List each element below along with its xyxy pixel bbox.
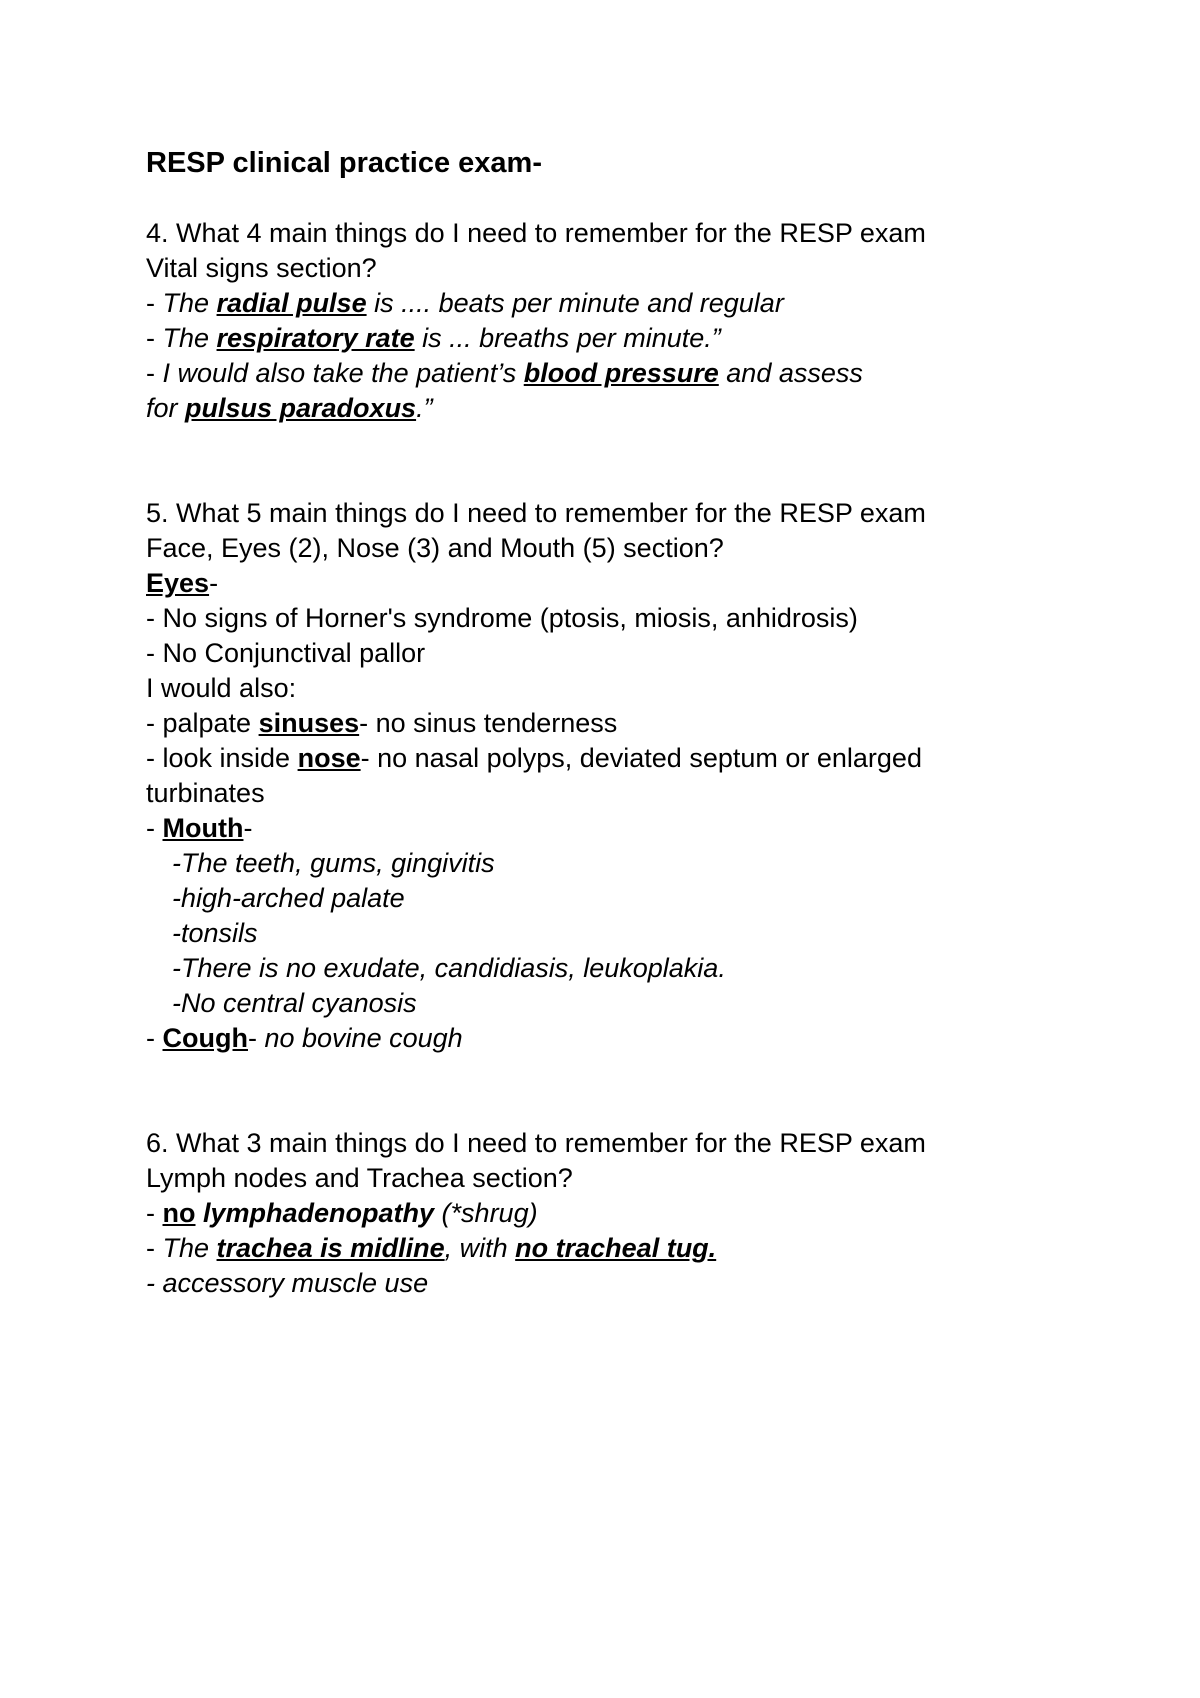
term-lymphadenopathy: lymphadenopathy <box>203 1198 435 1228</box>
text-segment: .” <box>416 393 433 423</box>
radial-pulse-line <box>146 286 1146 321</box>
mouth-list-item: -tonsils <box>172 918 258 948</box>
spacer <box>146 1056 1146 1126</box>
text-segment: is .... beats per minute and regular <box>366 288 784 318</box>
list-item: - No signs of Horner's syndrome (ptosis, miosis, anhidrosis) <box>146 603 858 633</box>
lymphadenopathy-line <box>146 1196 1146 1231</box>
dash: - <box>243 813 253 843</box>
mouth-heading: Mouth <box>162 813 244 843</box>
mouth-list-item: -No central cyanosis <box>172 988 417 1018</box>
text-segment: - look inside <box>146 743 298 773</box>
nose-line <box>146 741 1146 776</box>
eyes-heading-line <box>146 566 1146 601</box>
question-6 <box>146 1126 1146 1301</box>
dash: - <box>209 568 219 598</box>
text-segment <box>196 1198 204 1228</box>
mouth-heading-line <box>146 811 1146 846</box>
text-segment: The <box>162 1233 217 1263</box>
text-segment: The <box>162 288 217 318</box>
text-segment: for <box>146 393 186 423</box>
dash: - <box>146 358 163 388</box>
text-segment: , with <box>444 1233 516 1263</box>
question-5 <box>146 496 1146 1056</box>
accessory-muscle-line: - accessory muscle use <box>146 1268 429 1298</box>
blood-pressure-line <box>146 356 1146 391</box>
question-4-text-line-2: Vital signs section? <box>146 253 377 283</box>
nose-line-continued: turbinates <box>146 778 265 808</box>
question-4 <box>146 216 1146 426</box>
text-segment: The <box>162 323 217 353</box>
term-no: no <box>162 1198 196 1228</box>
spacer <box>146 426 1146 496</box>
text-segment: no bovine cough <box>264 1023 463 1053</box>
dash: - <box>146 813 163 843</box>
term-radial-pulse: radial pulse <box>216 288 367 318</box>
term-blood-pressure: blood pressure <box>523 358 719 388</box>
list-item: - No Conjunctival pallor <box>146 638 426 668</box>
text-segment: - no nasal polyps, deviated septum or enlarged <box>360 743 922 773</box>
dash: - <box>146 288 163 318</box>
text-segment: is ... breaths per minute.” <box>414 323 721 353</box>
text-segment: (*shrug) <box>434 1198 538 1228</box>
question-5-text-line-1: 5. What 5 main things do I need to remember for the RESP exam <box>146 498 926 528</box>
text-segment: - palpate <box>146 708 259 738</box>
term-pulsus-paradoxus: pulsus paradoxus <box>185 393 417 423</box>
mouth-list-item: -There is no exudate, candidiasis, leukoplakia. <box>172 953 726 983</box>
document-content <box>146 146 1146 1301</box>
mouth-list-item: -The teeth, gums, gingivitis <box>172 848 495 878</box>
sinuses-line <box>146 706 1146 741</box>
question-6-text-line-2: Lymph nodes and Trachea section? <box>146 1163 573 1193</box>
page-title: RESP clinical practice exam- <box>146 147 543 179</box>
text-segment: - no sinus tenderness <box>359 708 618 738</box>
dash: - <box>146 1198 163 1228</box>
question-6-text-line-1: 6. What 3 main things do I need to remember for the RESP exam <box>146 1128 926 1158</box>
dash: - <box>146 323 163 353</box>
trachea-line <box>146 1231 1146 1266</box>
dash: - <box>247 1023 265 1053</box>
also-label: I would also: <box>146 673 297 703</box>
question-5-text-line-2: Face, Eyes (2), Nose (3) and Mouth (5) section? <box>146 533 724 563</box>
text-segment: and assess <box>718 358 863 388</box>
term-no-tracheal-tug: no tracheal tug. <box>515 1233 717 1263</box>
pulsus-paradoxus-line <box>146 391 1146 426</box>
text-segment: I would also take the patient’s <box>162 358 524 388</box>
mouth-list-item: -high-arched palate <box>172 883 405 913</box>
question-4-text-line-1: 4. What 4 main things do I need to remember for the RESP exam <box>146 218 926 248</box>
cough-heading: Cough <box>162 1023 248 1053</box>
term-trachea-midline: trachea is midline <box>216 1233 445 1263</box>
dash: - <box>146 1023 163 1053</box>
term-respiratory-rate: respiratory rate <box>216 323 415 353</box>
respiratory-rate-line <box>146 321 1146 356</box>
term-sinuses: sinuses <box>258 708 360 738</box>
dash: - <box>146 1233 163 1263</box>
term-nose: nose <box>297 743 361 773</box>
eyes-heading: Eyes <box>146 568 210 598</box>
cough-line <box>146 1021 1146 1056</box>
